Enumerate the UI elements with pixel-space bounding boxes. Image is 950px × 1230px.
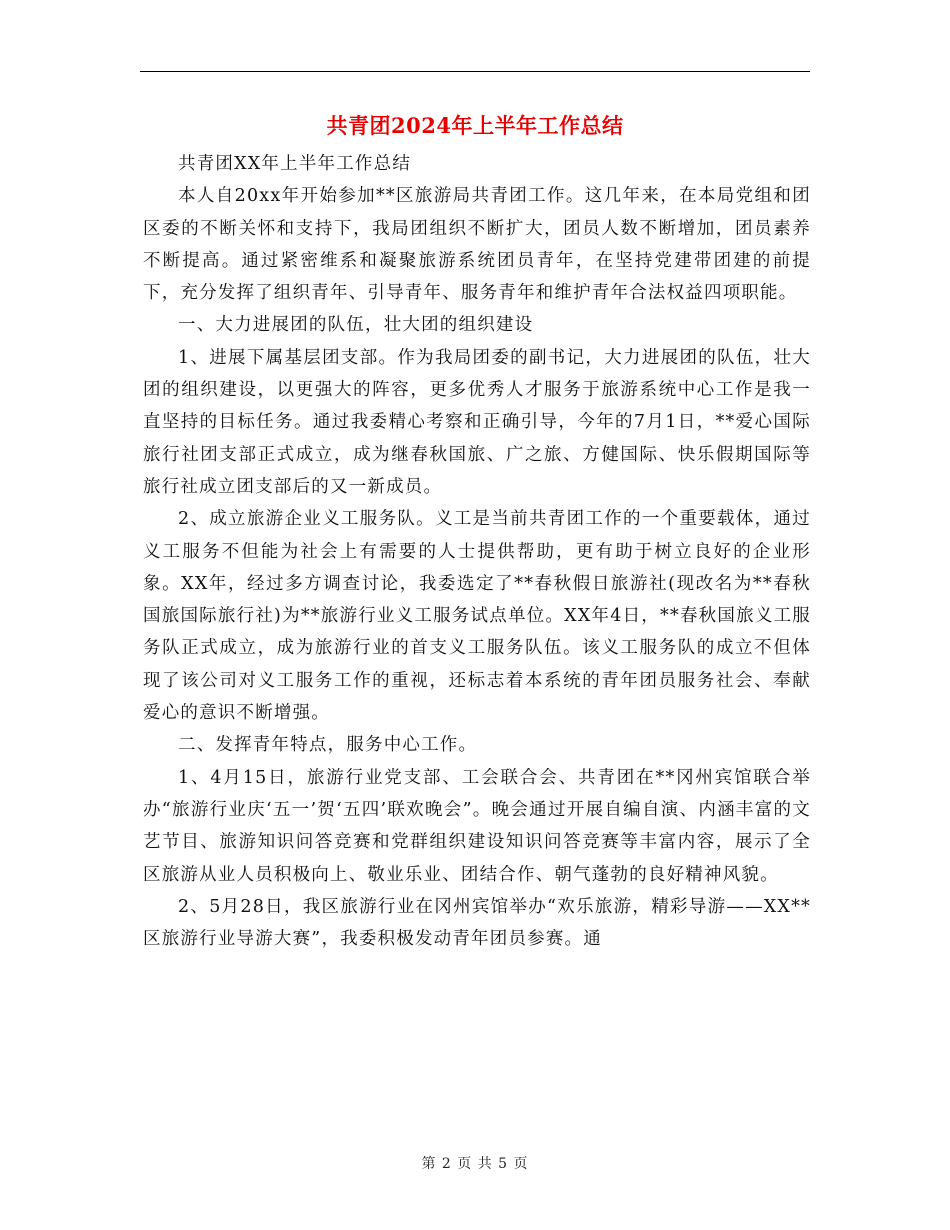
- paragraph: 2、成立旅游企业义工服务队。义工是当前共青团工作的一个重要载体，通过义工服务不但能为社会上有需要的人士提供帮助，更有助于树立良好的企业形象。XX年，经过多方调查讨论，我委选定了**春秋假日旅游社(现改名为**春秋国旅国际旅行社)为**旅游行业义工服务试点单位。XX年4日，**春秋国旅义工服务队正式成立，成为旅游行业的首支义工服务队伍。该义工服务队的成立不但体现了该公司对义工服务工作的重视，还标志着本系统的青年团员服务社会、奉献爱心的意识不断增强。: [143, 509, 811, 724]
- paragraph: 1、4月15日，旅游行业党支部、工会联合会、共青团在**冈州宾馆联合举办“旅游行业庆‘五一’贺‘五四’联欢晚会”。晚会通过开展自编自演、内涵丰富的文艺节目、旅游知识问答竞赛和党群组织建设知识问答竞赛等丰富内容，展示了全区旅游从业人员积极向上、敬业乐业、团结合作、朝气蓬勃的良好精神风貌。: [143, 767, 811, 885]
- paragraph-intro: 本人自20xx年开始参加**区旅游局共青团工作。这几年来，在本局党组和团区委的不断关怀和支持下，我局团组织不断扩大，团员人数不断增加，团员素养不断提高。通过紧密维系和凝聚旅游系统团员青年，在坚持党建带团建的前提下，充分发挥了组织青年、引导青年、服务青年和维护青年合法权益四项职能。: [143, 186, 811, 304]
- section-heading-2: 二、发挥青年特点，服务中心工作。: [178, 735, 478, 756]
- paragraph: 2、5月28日，我区旅游行业在冈州宾馆举办“欢乐旅游，精彩导游——XX**区旅游行业导游大赛”，我委积极发动青年团员参赛。通: [143, 896, 811, 950]
- paragraph: 1、进展下属基层团支部。作为我局团委的副书记，大力进展团的队伍，壮大团的组织建设，以更强大的阵容，更多优秀人才服务于旅游系统中心工作是我一直坚持的目标任务。通过我委精心考察和正确引导，今年的7月1日，**爱心国际旅行社团支部正式成立，成为继春秋国旅、广之旅、方健国际、快乐假期国际等旅行社成立团支部后的又一新成员。: [143, 347, 811, 497]
- section-heading-1: 一、大力进展团的队伍，壮大团的组织建设: [178, 315, 534, 336]
- document-title: 共青团2024年上半年工作总结: [326, 113, 624, 138]
- page-number: 第 2 页 共 5 页: [421, 1156, 529, 1172]
- paragraph-subtitle: 共青团XX年上半年工作总结: [178, 154, 412, 174]
- document-body: [143, 148, 811, 955]
- header-rule: [140, 71, 810, 72]
